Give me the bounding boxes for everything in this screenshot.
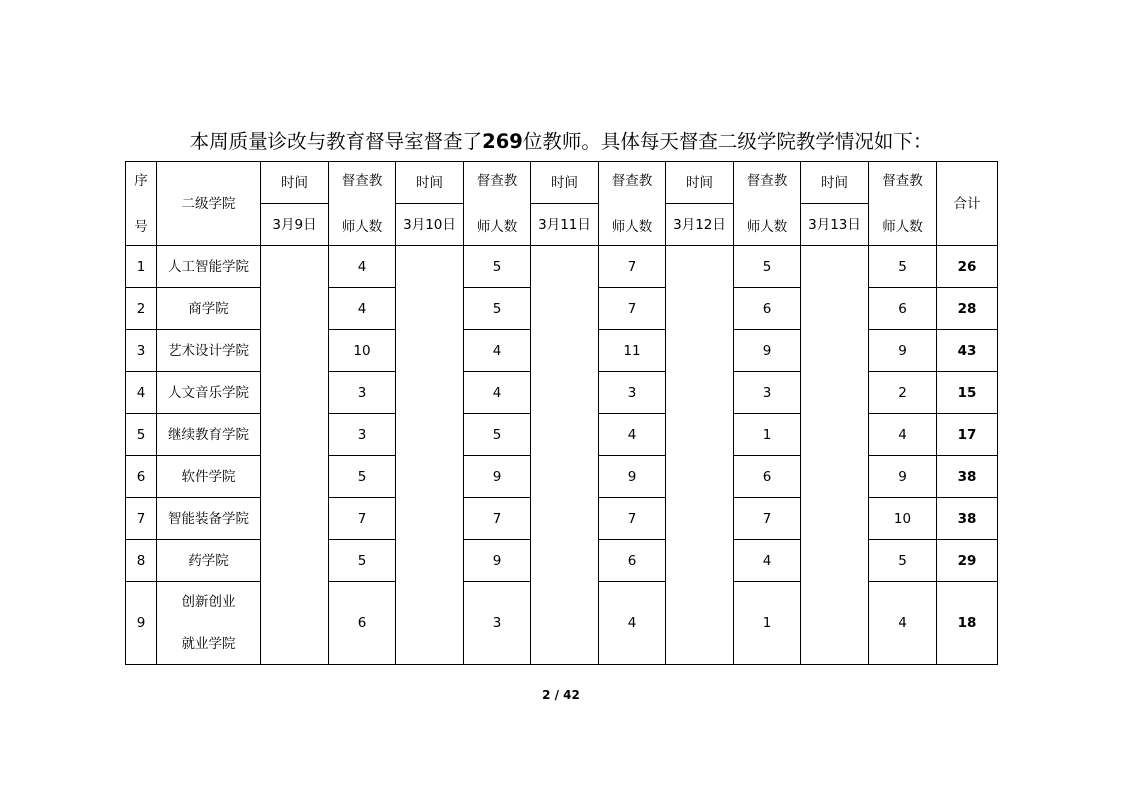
teacher-count-cell: 9 [464,456,531,498]
blank-time-cell [666,246,734,665]
teacher-count-cell: 10 [329,330,396,372]
teacher-count-cell: 3 [599,372,666,414]
row-college: 商学院 [157,288,261,330]
teacher-count-cell: 7 [599,498,666,540]
row-total: 43 [937,330,998,372]
row-seq: 6 [126,456,157,498]
teacher-count-cell: 4 [869,414,937,456]
row-college: 软件学院 [157,456,261,498]
teacher-count-cell: 4 [464,372,531,414]
teacher-count-cell: 9 [734,330,801,372]
row-college: 人工智能学院 [157,246,261,288]
blank-time-cell [261,246,329,665]
header-teachers: 督查教 师人数 [329,162,396,246]
teacher-count-cell: 7 [734,498,801,540]
teacher-count-cell: 3 [464,582,531,665]
teacher-count-cell: 5 [734,246,801,288]
header-teachers: 督查教 师人数 [734,162,801,246]
teacher-count-cell: 7 [464,498,531,540]
header-college: 二级学院 [157,162,261,246]
row-total: 26 [937,246,998,288]
header-row-1 [126,162,998,204]
header-teachers: 督查教 师人数 [869,162,937,246]
teacher-count-cell: 2 [869,372,937,414]
header-teachers: 督查教 师人数 [464,162,531,246]
header-time: 时间 [801,162,869,204]
teacher-count-cell: 5 [464,414,531,456]
teacher-count-cell: 5 [464,288,531,330]
row-college: 继续教育学院 [157,414,261,456]
title-suffix: 位教师。具体每天督查二级学院教学情况如下： [522,130,933,153]
teacher-count-cell: 1 [734,582,801,665]
row-seq: 3 [126,330,157,372]
teacher-count-cell: 6 [599,540,666,582]
row-seq: 2 [126,288,157,330]
teacher-count-cell: 4 [329,288,396,330]
row-seq: 1 [126,246,157,288]
row-total: 29 [937,540,998,582]
blank-time-cell [801,246,869,665]
teacher-count-cell: 5 [329,456,396,498]
table-row [126,246,998,288]
blank-time-cell [396,246,464,665]
page-title [0,127,1122,157]
header-time: 时间 [261,162,329,204]
header-teachers: 督查教 师人数 [599,162,666,246]
header-time: 时间 [396,162,464,204]
teacher-count-cell: 4 [599,582,666,665]
teacher-count-cell: 3 [329,372,396,414]
row-college: 智能装备学院 [157,498,261,540]
teacher-count-cell: 6 [329,582,396,665]
teacher-count-cell: 4 [734,540,801,582]
teacher-count-cell: 6 [734,456,801,498]
row-seq: 5 [126,414,157,456]
teacher-count-cell: 3 [329,414,396,456]
teacher-count-cell: 5 [869,540,937,582]
header-seq: 序 号 [126,162,157,246]
teacher-count-cell: 3 [734,372,801,414]
inspection-table [125,161,998,665]
teacher-count-cell: 10 [869,498,937,540]
row-total: 17 [937,414,998,456]
header-time: 时间 [666,162,734,204]
teacher-count-cell: 11 [599,330,666,372]
row-total: 38 [937,456,998,498]
header-date: 3月12日 [666,204,734,246]
teacher-count-cell: 9 [464,540,531,582]
teacher-count-cell: 6 [869,288,937,330]
header-date: 3月11日 [531,204,599,246]
title-prefix: 本周质量诊改与教育督导室督查了 [189,130,483,153]
teacher-count-cell: 9 [869,456,937,498]
teacher-count-cell: 7 [329,498,396,540]
teacher-count-cell: 5 [869,246,937,288]
row-seq: 4 [126,372,157,414]
teacher-count-cell: 7 [599,246,666,288]
header-total: 合计 [937,162,998,246]
row-seq: 7 [126,498,157,540]
teacher-count-cell: 9 [869,330,937,372]
teacher-count-cell: 5 [329,540,396,582]
row-total: 38 [937,498,998,540]
row-total: 15 [937,372,998,414]
row-total: 18 [937,582,998,665]
row-total: 28 [937,288,998,330]
row-seq: 8 [126,540,157,582]
page-number: 2 / 42 [542,688,580,702]
teacher-count-cell: 4 [329,246,396,288]
header-date: 3月13日 [801,204,869,246]
row-seq: 9 [126,582,157,665]
teacher-count-cell: 4 [464,330,531,372]
teacher-count-cell: 4 [599,414,666,456]
teacher-count-cell: 6 [734,288,801,330]
teacher-count-cell: 7 [599,288,666,330]
row-college: 人文音乐学院 [157,372,261,414]
teacher-count-cell: 9 [599,456,666,498]
row-college: 药学院 [157,540,261,582]
header-date: 3月10日 [396,204,464,246]
blank-time-cell [531,246,599,665]
header-time: 时间 [531,162,599,204]
row-college: 艺术设计学院 [157,330,261,372]
header-date: 3月9日 [261,204,329,246]
teacher-count-cell: 1 [734,414,801,456]
row-college: 创新创业 就业学院 [157,582,261,665]
teacher-count-cell: 5 [464,246,531,288]
title-count: 269 [482,130,523,153]
teacher-count-cell: 4 [869,582,937,665]
